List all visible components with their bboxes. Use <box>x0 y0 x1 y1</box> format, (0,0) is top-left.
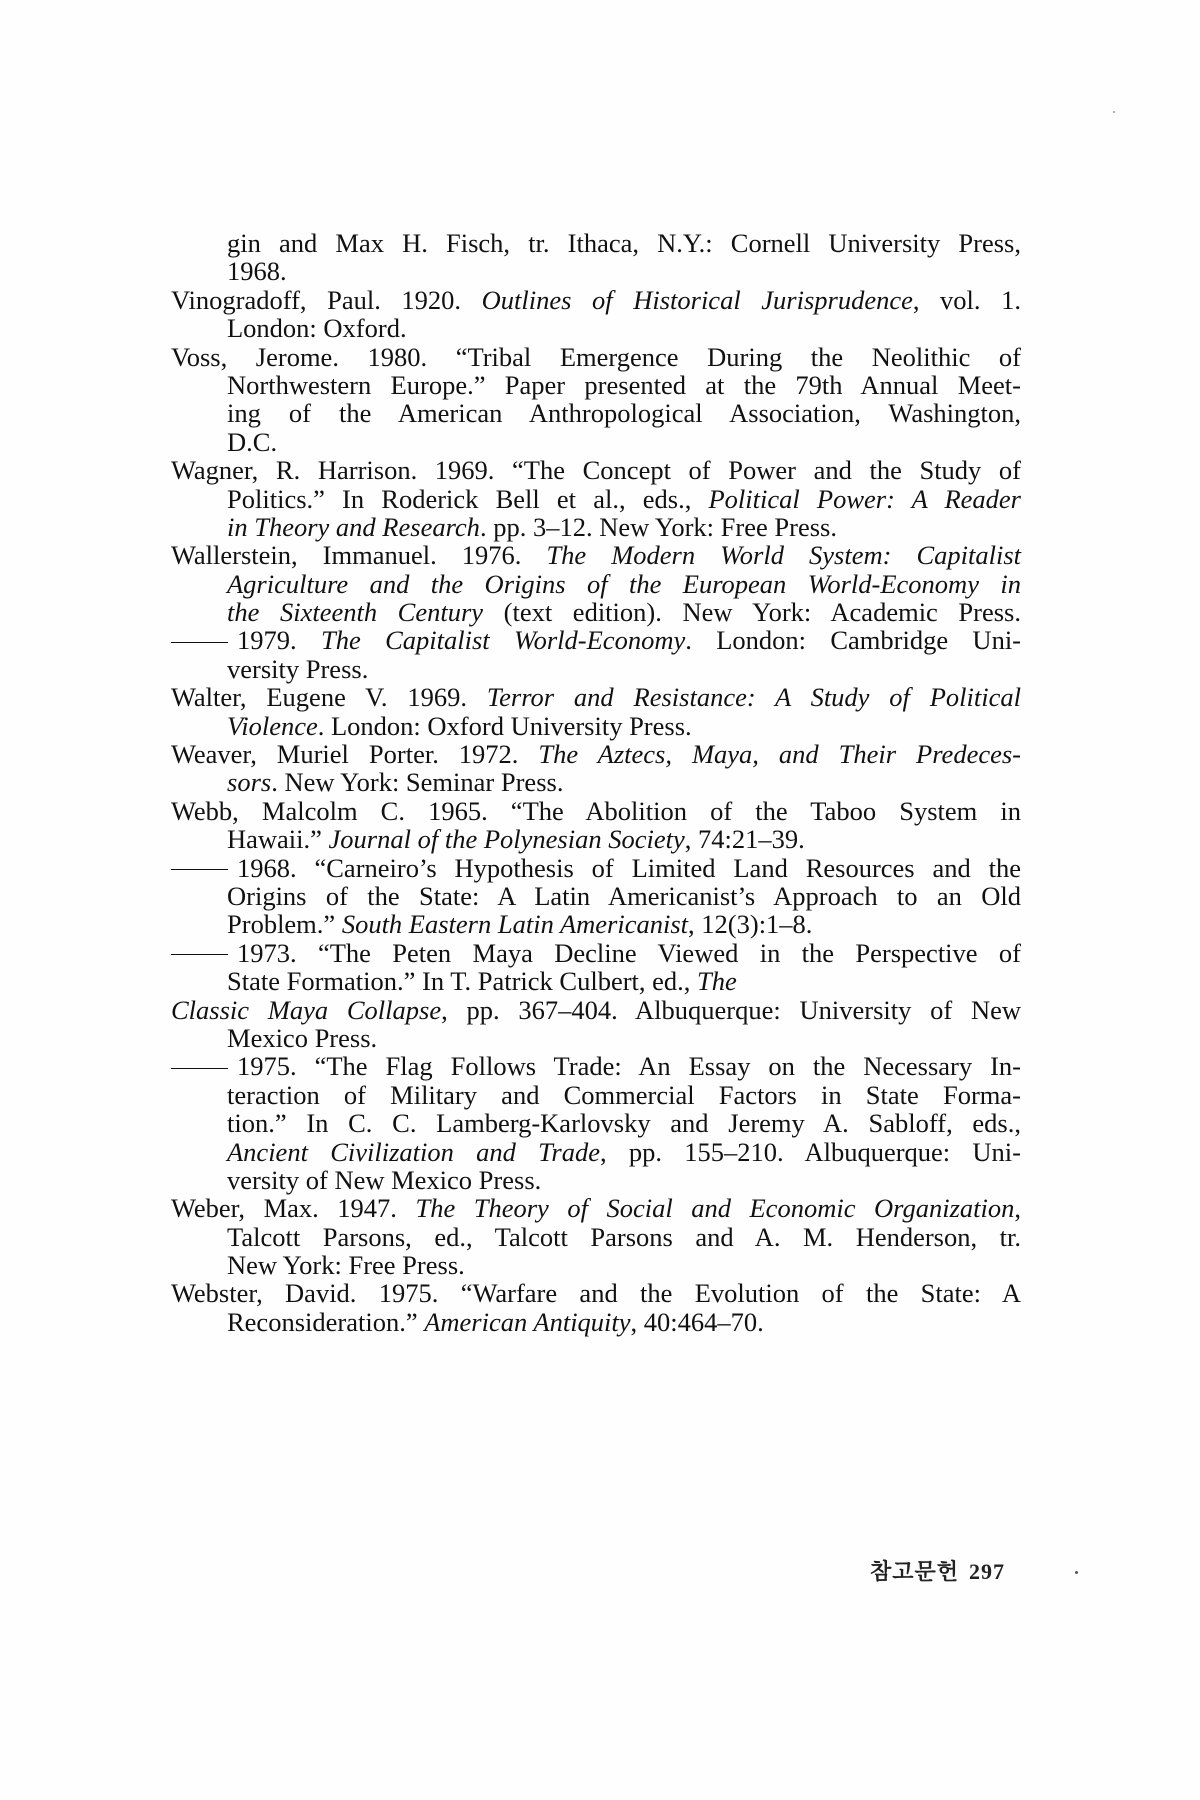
reference-continuation-line <box>171 655 1021 683</box>
reference-text: 1968. “Carneiro’s Hypothesis of Limited Land Resources and the <box>237 852 1021 883</box>
reference-entry-line <box>171 1194 1021 1222</box>
reference-continuation-line <box>171 1024 1021 1052</box>
reference-entry-line <box>171 683 1021 711</box>
reference-text: versity Press. <box>227 653 369 684</box>
reference-entry-line <box>171 286 1021 314</box>
reference-same-author-line <box>171 1052 1021 1080</box>
reference-text: Walter, Eugene V. 1969. <box>171 682 487 713</box>
scan-speck <box>1113 111 1115 113</box>
reference-text: , pp. 367–404. Albuquerque: University of New <box>441 994 1021 1025</box>
italic-title-text: South Eastern Latin Americanist <box>341 909 689 940</box>
reference-same-author-line <box>171 626 1021 654</box>
reference-continuation-line <box>171 570 1021 598</box>
reference-text: Hawaii.” <box>227 824 329 855</box>
reference-continuation-line <box>171 768 1021 796</box>
reference-text: Webb, Malcolm C. 1965. “The Abolition of the Taboo System in <box>171 795 1021 826</box>
reference-text: State Formation.” In T. Patrick Culbert, ed., <box>227 966 698 997</box>
reference-continuation-line <box>171 1308 1021 1336</box>
reference-text: Politics.” In Roderick Bell et al., eds., <box>227 483 709 514</box>
reference-entry-line <box>171 996 1021 1024</box>
reference-continuation-line <box>171 428 1021 456</box>
reference-continuation-line <box>171 1109 1021 1137</box>
reference-text: Reconsideration.” <box>227 1306 425 1337</box>
reference-continuation-line <box>171 1081 1021 1109</box>
reference-text: , <box>1014 1193 1021 1224</box>
reference-text: Weaver, Muriel Porter. 1972. <box>171 739 539 770</box>
reference-text: , 40:464–70. <box>630 1306 764 1337</box>
reference-continuation-line <box>171 712 1021 740</box>
reference-continuation-line <box>171 967 1021 995</box>
reference-text: (text edition). New York: Academic Press. <box>483 597 1021 628</box>
reference-text: , vol. 1. <box>912 284 1021 315</box>
reference-entry-line <box>171 797 1021 825</box>
reference-continuation-line <box>171 910 1021 938</box>
italic-title-text: Political Power: A Reader <box>708 483 1021 514</box>
section-label: 참고문헌 <box>870 1560 960 1585</box>
reference-text: versity of New Mexico Press. <box>227 1164 542 1195</box>
reference-text: 1973. “The Peten Maya Decline Viewed in the Perspective of <box>237 937 1021 968</box>
reference-continuation-line <box>171 229 1021 257</box>
reference-continuation-line <box>171 1166 1021 1194</box>
reference-text: . pp. 3–12. New York: Free Press. <box>479 511 837 542</box>
italic-title-text: in Theory and Research <box>227 511 480 542</box>
reference-continuation-line <box>171 399 1021 427</box>
italic-title-text: The Aztecs, Maya, and Their Predeces- <box>538 739 1021 770</box>
reference-text: 1975. “The Flag Follows Trade: An Essay on the Necessary In- <box>237 1051 1021 1082</box>
reference-continuation-line <box>171 1138 1021 1166</box>
reference-continuation-line <box>171 257 1021 285</box>
reference-entry-line <box>171 740 1021 768</box>
reference-text: tion.” In C. C. Lamberg-Karlovsky and Jeremy A. Sabloff, eds., <box>227 1108 1021 1139</box>
reference-text: Vinogradoff, Paul. 1920. <box>171 284 482 315</box>
reference-continuation-line <box>171 1251 1021 1279</box>
reference-text: , 12(3):1–8. <box>688 909 813 940</box>
reference-continuation-line <box>171 513 1021 541</box>
italic-title-text: the Sixteenth Century <box>227 597 484 628</box>
reference-text: . New York: Seminar Press. <box>271 767 564 798</box>
reference-text: , pp. 155–210. Albuquerque: Uni- <box>600 1136 1021 1167</box>
reference-continuation-line <box>171 1223 1021 1251</box>
reference-text: Talcott Parsons, ed., Talcott Parsons and A. M. Henderson, tr. <box>227 1221 1021 1252</box>
reference-same-author-line <box>171 854 1021 882</box>
reference-text: Wagner, R. Harrison. 1969. “The Concept of Power and the Study of <box>171 455 1021 486</box>
reference-continuation-line <box>171 371 1021 399</box>
italic-title-text: sors <box>227 767 272 798</box>
reference-entry-line <box>171 1279 1021 1307</box>
reference-text: . London: Cambridge Uni- <box>685 625 1022 656</box>
italic-title-text: The Theory of Social and Economic Organization <box>415 1193 1015 1224</box>
reference-text: gin and Max H. Fisch, tr. Ithaca, N.Y.: Cornell University Press, <box>227 228 1021 258</box>
italic-title-text: Journal of the Polynesian Society <box>328 824 685 855</box>
reference-text: Origins of the State: A Latin Americanist’s Approach to an Old <box>227 880 1021 911</box>
reference-text: Voss, Jerome. 1980. “Tribal Emergence During the Neolithic of <box>171 341 1021 372</box>
reference-continuation-line <box>171 825 1021 853</box>
reference-text: ing of the American Anthropological Association, Washington, <box>227 398 1021 429</box>
reference-continuation-line <box>171 485 1021 513</box>
reference-text: . London: Oxford University Press. <box>317 710 692 741</box>
reference-text: Northwestern Europe.” Paper presented at the 79th Annual Meet- <box>227 369 1021 400</box>
page-number: 297 <box>969 1559 1006 1584</box>
italic-title-text: Outlines of Historical Jurisprudence <box>481 284 913 315</box>
reference-text: 1968. <box>227 256 287 287</box>
italic-title-text: Terror and Resistance: A Study of Political <box>486 682 1021 713</box>
reference-continuation-line <box>171 598 1021 626</box>
italic-title-text: Violence <box>227 710 318 741</box>
italic-title-text: Ancient Civilization and Trade <box>227 1136 600 1167</box>
italic-title-text: The Capitalist World-Economy <box>320 625 686 656</box>
reference-text: Problem.” <box>227 909 342 940</box>
page-footer <box>870 1555 1005 1586</box>
reference-text: London: Oxford. <box>227 313 407 344</box>
reference-text: teraction of Military and Commercial Factors in State Forma- <box>227 1079 1021 1110</box>
italic-title-text: Classic Maya Collapse <box>171 994 442 1025</box>
same-author-dash <box>171 1068 228 1069</box>
italic-title-text: The Modern World System: Capitalist <box>546 540 1022 571</box>
reference-text: New York: Free Press. <box>227 1250 465 1281</box>
reference-continuation-line <box>171 314 1021 342</box>
reference-text: 1979. <box>237 625 321 656</box>
reference-text: Wallerstein, Immanuel. 1976. <box>171 540 547 571</box>
reference-entry-line <box>171 541 1021 569</box>
same-author-dash <box>171 954 228 955</box>
reference-text: Webster, David. 1975. “Warfare and the Evolution of the State: A <box>171 1278 1021 1309</box>
reference-text: Mexico Press. <box>227 1022 378 1053</box>
reference-entry-line <box>171 343 1021 371</box>
italic-title-text: American Antiquity <box>424 1306 631 1337</box>
italic-title-text: The <box>697 966 737 997</box>
reference-entry-line <box>171 456 1021 484</box>
same-author-dash <box>171 869 228 870</box>
reference-continuation-line <box>171 882 1021 910</box>
reference-list <box>171 229 1021 1336</box>
reference-text: , 74:21–39. <box>684 824 805 855</box>
reference-text: D.C. <box>227 426 278 457</box>
scan-speck <box>1075 1571 1078 1574</box>
reference-text: Weber, Max. 1947. <box>171 1193 416 1224</box>
same-author-dash <box>171 642 228 643</box>
reference-same-author-line <box>171 939 1021 967</box>
italic-title-text: Agriculture and the Origins of the European World-Economy in <box>227 568 1021 599</box>
